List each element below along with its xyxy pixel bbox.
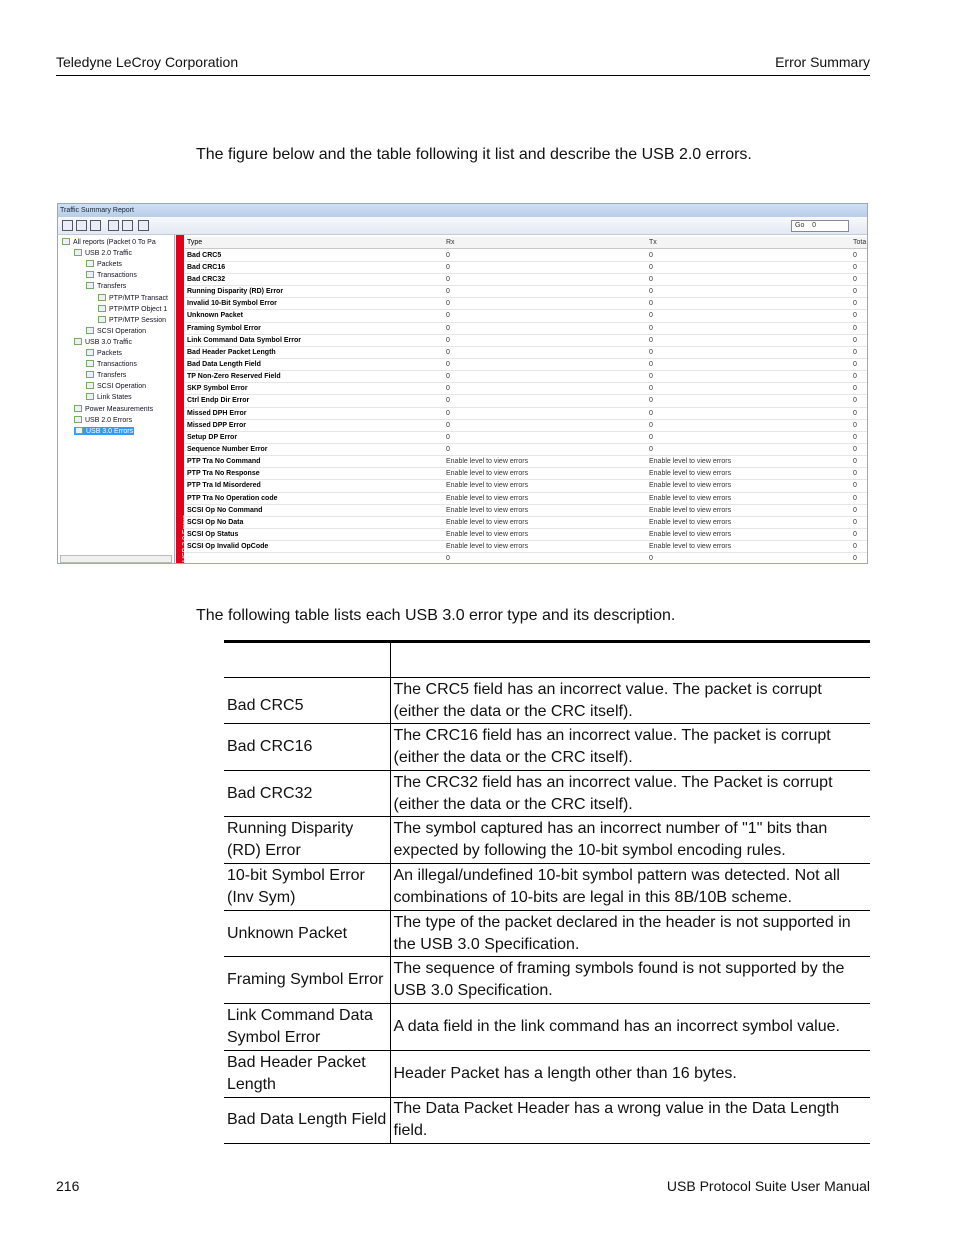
tra-icon [86, 271, 94, 278]
table-row [224, 817, 870, 864]
error-type-cell: Unknown Packet [224, 910, 390, 957]
grid-cell: Link Command Data Symbol Error [187, 336, 301, 344]
grid-cell: Enable level to view errors [649, 470, 732, 478]
grid-cell: Enable level to view errors [649, 543, 732, 551]
grid-cell: 0 [853, 433, 857, 441]
grid-cell: Enable level to view errors [446, 458, 529, 466]
tree-node-label: PTP/MTP Object 1 [109, 305, 168, 313]
grid-cell: Enable level to view errors [649, 506, 732, 514]
grid-cell: 0 [853, 494, 857, 502]
grid-cell: 0 [446, 409, 450, 417]
grid-cell: 0 [446, 555, 450, 563]
tree-node-label: USB 2.0 Errors [85, 416, 133, 424]
grid-cell: 0 [649, 555, 653, 563]
grid-cell: 0 [853, 531, 857, 539]
error-description-cell: A data field in the link command has an incorrect symbol value. [390, 1004, 870, 1051]
grid-cell: 0 [853, 555, 857, 563]
grid-cell: 0 [446, 385, 450, 393]
grid-row[interactable] [185, 250, 868, 262]
error-description-cell: The symbol captured has an incorrect number of "1" bits than expected by following the 10-bit symbol encoding rules. [390, 817, 870, 864]
tree-node[interactable] [74, 427, 134, 435]
table-header-row [224, 642, 870, 678]
grid-cell: 0 [649, 336, 653, 344]
grid-cell: 0 [853, 348, 857, 356]
error-description-cell: The CRC5 field has an incorrect value. The packet is corrupt (either the data or the CRC itself). [390, 678, 870, 724]
table-intro-paragraph: The following table lists each USB 3.0 error type and its description. [196, 607, 676, 624]
tree-node[interactable] [74, 249, 132, 257]
grid-cell: 0 [649, 312, 653, 320]
grid-cell: 0 [649, 433, 653, 441]
grid-header-row [185, 237, 868, 249]
grid-cell: 0 [446, 275, 450, 283]
xfr-icon [86, 371, 94, 378]
ptp-icon [98, 305, 106, 312]
error-description-cell: The CRC32 field has an incorrect value. The Packet is corrupt (either the data or the CRC itself). [390, 770, 870, 817]
grid-column-header[interactable]: Tx [649, 239, 657, 246]
grid-cell: Enable level to view errors [649, 531, 732, 539]
grid-cell: 0 [853, 263, 857, 271]
grid-row[interactable] [185, 298, 868, 310]
grid-cell: 0 [649, 324, 653, 332]
grid-cell: SCSI Op Status [187, 531, 239, 539]
grid-cell: 0 [853, 275, 857, 283]
grid-column-header[interactable]: Type [187, 239, 203, 246]
tree-node[interactable] [98, 305, 167, 313]
grid-row[interactable] [185, 262, 868, 274]
table-row [224, 864, 870, 911]
grid-cell: Enable level to view errors [649, 494, 732, 502]
error-icon [74, 416, 82, 423]
traffic-summary-screenshot [57, 203, 868, 564]
side-label-text: USB 3.0 Errors [182, 514, 190, 563]
tree-node-label: Packets [97, 261, 122, 269]
tree-node-label: USB 2.0 Traffic [85, 250, 132, 258]
tree-node[interactable] [74, 338, 132, 346]
grid-row[interactable] [185, 347, 868, 359]
grid-row[interactable] [185, 529, 868, 541]
tree-node[interactable] [86, 349, 122, 357]
errors-side-label [176, 235, 190, 564]
pkt-icon [74, 249, 82, 256]
grid-row[interactable] [185, 456, 868, 468]
report-tree[interactable] [58, 235, 175, 564]
grid-cell: 0 [853, 385, 857, 393]
grid-cell: Unknown Packet [187, 312, 244, 320]
grid-cell: SCSI Op Invalid OpCode [187, 543, 269, 551]
grid-cell: Bad CRC16 [187, 263, 226, 271]
ptp-icon [98, 294, 106, 301]
go-control[interactable] [791, 220, 849, 232]
grid-cell: 0 [853, 373, 857, 381]
grid-cell: Enable level to view errors [446, 506, 529, 514]
grid-cell: PTP Tra Id Misordered [187, 482, 261, 490]
table-row [224, 910, 870, 957]
tra-icon [86, 360, 94, 367]
grid-cell: 0 [853, 300, 857, 308]
error-description-cell: An illegal/undefined 10-bit symbol pattern was detected. Not all combinations of 10-bits are legal in this 8B/10B scheme. [390, 864, 870, 911]
grid-cell: Bad Header Packet Length [187, 348, 276, 356]
error-type-cell: Framing Symbol Error [224, 957, 390, 1004]
grid-row[interactable] [185, 444, 868, 456]
table-row [224, 678, 870, 724]
grid-row[interactable] [185, 468, 868, 480]
grid-row[interactable] [185, 383, 868, 395]
tree-node-label: USB 3.0 Errors [86, 427, 134, 435]
usb3-error-table [224, 640, 870, 1144]
tree-node-label: PTP/MTP Transact [109, 294, 168, 302]
tree-node-label: Transactions [97, 272, 137, 280]
report-icon [62, 238, 70, 245]
grid-cell: TP Non-Zero Reserved Field [187, 373, 281, 381]
grid-cell: Enable level to view errors [446, 543, 529, 551]
grid-cell: Bad CRC5 [187, 251, 222, 259]
grid-cell: 0 [853, 446, 857, 453]
grid-cell: SCSI Op No Data [187, 518, 244, 526]
tree-node-label: Link States [97, 394, 132, 402]
grid-row[interactable] [185, 408, 868, 420]
tree-scrollbar[interactable] [60, 555, 172, 563]
folder-icon[interactable] [76, 220, 87, 231]
grid-cell: 0 [446, 421, 450, 429]
grid-cell: Sequence Number Error [187, 446, 268, 453]
grid-cell: 0 [446, 360, 450, 368]
grid-cell: 0 [853, 324, 857, 332]
grid-cell: Invalid 10-Bit Symbol Error [187, 300, 277, 308]
grid-row[interactable] [185, 493, 868, 505]
grid-cell: 0 [649, 409, 653, 417]
tree-node[interactable] [98, 294, 168, 302]
error-description-cell: The sequence of framing symbols found is not supported by the USB 3.0 Specification. [390, 957, 870, 1004]
error-type-cell: Bad CRC16 [224, 724, 390, 771]
error-description-cell: The type of the packet declared in the header is not supported in the USB 3.0 Specification. [390, 910, 870, 957]
grid-cell: 0 [446, 263, 450, 271]
go-input[interactable]: 0 [812, 222, 817, 229]
grid-row[interactable] [185, 286, 868, 298]
copy-icon[interactable] [108, 220, 119, 231]
grid-cell: 0 [853, 506, 857, 514]
error-icon [75, 427, 83, 434]
grid-cell: Enable level to view errors [446, 494, 529, 502]
table-row [224, 957, 870, 1004]
grid-cell: 0 [649, 421, 653, 429]
grid-cell: Running Disparity (RD) Error [187, 288, 284, 296]
tree-node-label: All reports (Packet 0 To Pa [73, 239, 156, 246]
tree-node-label: SCSI Operation [97, 327, 147, 335]
table-row [224, 770, 870, 817]
table-row [224, 1097, 870, 1144]
tree-node[interactable] [86, 360, 137, 368]
error-type-cell: Bad CRC5 [224, 678, 390, 724]
error-type-cell: Bad Data Length Field [224, 1097, 390, 1144]
grid-cell: Framing Symbol Error [187, 324, 261, 332]
scsi-icon [86, 327, 94, 334]
error-type-cell: 10-bit Symbol Error (Inv Sym) [224, 864, 390, 911]
errors-grid [185, 235, 868, 564]
tree-node-label: Packets [97, 350, 122, 357]
grid-cell: 0 [853, 336, 857, 344]
grid-cell: Enable level to view errors [446, 518, 529, 526]
grid-row[interactable] [185, 323, 868, 335]
grid-cell: 0 [446, 433, 450, 441]
header-company: Teledyne LeCroy Corporation [56, 54, 239, 70]
grid-cell: 0 [446, 336, 450, 344]
grid-row[interactable] [185, 335, 868, 347]
error-type-cell: Link Command Data Symbol Error [224, 1004, 390, 1051]
grid-cell: 0 [649, 288, 653, 296]
tree-node[interactable] [86, 271, 137, 279]
grid-cell: 0 [649, 251, 653, 259]
error-description-cell: The Data Packet Header has a wrong value in the Data Length field. [390, 1097, 870, 1144]
tree-node-label: Transactions [97, 361, 137, 369]
grid-row[interactable] [185, 505, 868, 517]
grid-column-header[interactable]: Tota [853, 239, 867, 246]
ptp-icon [98, 316, 106, 323]
error-type-cell: Running Disparity (RD) Error [224, 817, 390, 864]
error-description-cell: Header Packet has a length other than 16 bytes. [390, 1050, 870, 1097]
grid-cell: 0 [649, 385, 653, 393]
tree-node[interactable] [86, 282, 126, 290]
pkt-icon [86, 349, 94, 356]
grid-cell: Enable level to view errors [446, 470, 529, 478]
grid-cell: 0 [853, 421, 857, 429]
pkt-icon [74, 338, 82, 345]
tree-node[interactable] [74, 416, 132, 424]
tree-node[interactable] [86, 393, 132, 401]
grid-cell: Setup DP Error [187, 433, 238, 441]
error-type-cell: Bad CRC32 [224, 770, 390, 817]
grid-cell: SKP Symbol Error [187, 385, 248, 393]
grid-cell: 0 [853, 518, 857, 526]
tree-node-label: USB 3.0 Traffic [85, 338, 132, 346]
grid-cell: PTP Tra No Operation code [187, 494, 278, 502]
grid-cell: 0 [446, 324, 450, 332]
grid-cell: 0 [649, 263, 653, 271]
scsi-icon [86, 382, 94, 389]
tree-node-label: SCSI Operation [97, 383, 147, 391]
pkt-icon [86, 393, 94, 400]
tree-node[interactable] [62, 238, 156, 246]
grid-row[interactable] [185, 553, 868, 564]
grid-row[interactable] [185, 480, 868, 492]
grid-cell: 0 [446, 288, 450, 296]
grid-row[interactable] [185, 359, 868, 371]
grid-cell: Ctrl Endp Dir Error [187, 397, 250, 405]
grid-cell: 0 [853, 482, 857, 490]
grid-row[interactable] [185, 395, 868, 407]
page-number: 216 [56, 1178, 80, 1194]
grid-cell: Enable level to view errors [446, 482, 529, 490]
grid-row[interactable] [185, 517, 868, 529]
grid-row[interactable] [185, 371, 868, 383]
grid-cell: 0 [446, 251, 450, 259]
grid-cell: PTP Tra No Command [187, 458, 261, 466]
grid-cell: 0 [446, 397, 450, 405]
grid-row[interactable] [185, 274, 868, 286]
grid-cell: Missed DPP Error [187, 421, 247, 429]
print-icon[interactable] [90, 220, 101, 231]
grid-cell: 0 [649, 397, 653, 405]
xfr-icon [86, 282, 94, 289]
tree-node[interactable] [86, 260, 122, 268]
toolbar [58, 217, 867, 235]
tree-node-label: Power Measurements [85, 405, 154, 413]
grid-cell: 0 [446, 446, 450, 453]
grid-row[interactable] [185, 420, 868, 432]
grid-cell: 0 [446, 312, 450, 320]
grid-cell: 0 [446, 348, 450, 356]
tree-node-label: Transfers [97, 283, 127, 291]
table-row [224, 724, 870, 771]
tree-node[interactable] [98, 316, 166, 324]
grid-cell: Bad CRC32 [187, 275, 226, 283]
grid-cell: 0 [853, 458, 857, 466]
grid-cell: Enable level to view errors [649, 458, 732, 466]
grid-row[interactable] [185, 310, 868, 322]
grid-cell: Enable level to view errors [649, 482, 732, 490]
tree-node-label: Transfers [97, 372, 127, 380]
grid-cell: PTP Tra No Response [187, 470, 260, 478]
grid-cell: 0 [649, 373, 653, 381]
tree-node[interactable] [74, 405, 153, 413]
grid-cell: 0 [649, 275, 653, 283]
grid-cell: 0 [853, 312, 857, 320]
grid-cell: 0 [853, 288, 857, 296]
go-button[interactable]: Go [795, 222, 805, 229]
grid-row[interactable] [185, 432, 868, 444]
error-type-cell: Bad Header Packet Length [224, 1050, 390, 1097]
window-title: Traffic Summary Report [58, 204, 867, 217]
table-row [224, 1004, 870, 1051]
grid-column-header[interactable]: Rx [446, 239, 455, 246]
grid-cell: 0 [446, 300, 450, 308]
grid-cell: Enable level to view errors [649, 518, 732, 526]
grid-cell: 0 [853, 251, 857, 259]
tree-node[interactable] [86, 371, 126, 379]
table-header-type [224, 642, 390, 678]
error-description-cell: The CRC16 field has an incorrect value. The packet is corrupt (either the data or the CRC itself). [390, 724, 870, 771]
grid-cell: 0 [853, 470, 857, 478]
grid-cell: Bad Data Length Field [187, 360, 261, 368]
grid-cell: Enable level to view errors [446, 531, 529, 539]
grid-cell: 0 [649, 300, 653, 308]
power-icon [74, 405, 82, 412]
manual-title: USB Protocol Suite User Manual [666, 1178, 870, 1194]
grid-cell: SCSI Op No Command [187, 506, 263, 514]
report-icon[interactable] [138, 220, 149, 231]
grid-cell: 0 [853, 543, 857, 551]
export-icon[interactable] [122, 220, 133, 231]
table-header-description [390, 642, 870, 678]
grid-cell: 0 [649, 446, 653, 453]
grid-cell: 0 [649, 348, 653, 356]
tree-node-label: PTP/MTP Session [109, 316, 167, 324]
grid-cell: 0 [853, 360, 857, 368]
intro-paragraph: The figure below and the table following it list and describe the USB 2.0 errors. [196, 146, 752, 163]
header-section: Error Summary [775, 54, 870, 70]
table-row [224, 1050, 870, 1097]
save-icon[interactable] [62, 220, 73, 231]
grid-cell: 0 [446, 373, 450, 381]
page-header [56, 54, 870, 76]
tree-node[interactable] [86, 382, 146, 390]
grid-cell: 0 [853, 409, 857, 417]
grid-row[interactable] [185, 541, 868, 553]
pkt-icon [86, 260, 94, 267]
grid-cell: 0 [649, 360, 653, 368]
grid-cell: 0 [853, 397, 857, 405]
grid-cell: Missed DPH Error [187, 409, 247, 417]
tree-node[interactable] [86, 327, 146, 335]
